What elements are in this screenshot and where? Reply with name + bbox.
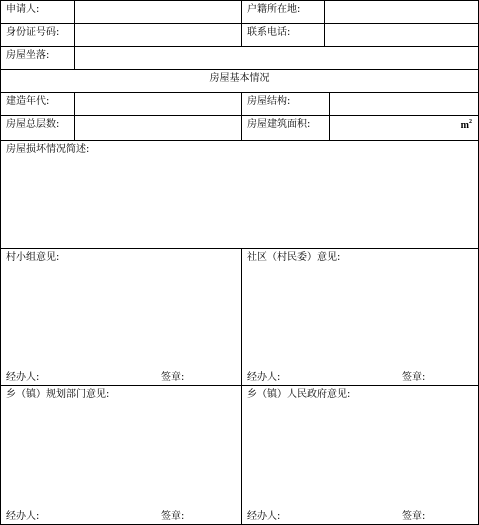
id-number-label: 身份证号码:	[6, 27, 60, 38]
area-label: 房屋建筑面积:	[247, 119, 311, 130]
village-group-seal-label: 签章:	[161, 372, 185, 383]
township-government-seal-label: 签章:	[402, 511, 426, 522]
build-year-label-cell	[0, 92, 75, 116]
build-year-label: 建造年代:	[6, 96, 50, 107]
structure-label: 房屋结构:	[247, 96, 291, 107]
community-seal-label: 签章:	[402, 372, 426, 383]
township-planning-opinion-box[interactable]	[0, 385, 242, 525]
township-planning-opinion-label: 乡（镇）规划部门意见:	[6, 389, 110, 400]
location-field[interactable]	[74, 46, 479, 70]
area-label-cell	[241, 115, 330, 141]
phone-field[interactable]	[324, 23, 479, 47]
location-label: 房屋坐落:	[6, 50, 50, 61]
township-government-opinion-label: 乡（镇）人民政府意见:	[247, 389, 351, 400]
township-government-opinion-box[interactable]	[241, 385, 479, 525]
damage-description-box[interactable]	[0, 140, 479, 249]
id-number-label-cell	[0, 23, 75, 47]
village-group-opinion-label: 村小组意见:	[6, 252, 60, 263]
community-opinion-label: 社区（村民委）意见:	[247, 252, 341, 263]
applicant-name-field[interactable]	[74, 0, 242, 24]
structure-label-cell	[241, 92, 330, 116]
area-unit-exponent: 2	[469, 119, 472, 125]
floors-field[interactable]	[74, 115, 242, 141]
township-planning-handler-label: 经办人:	[6, 511, 40, 522]
area-unit	[461, 119, 472, 133]
damage-description-label: 房屋损坏情况简述:	[6, 144, 90, 155]
section-title: 房屋基本情况	[209, 73, 270, 84]
applicant-name-label: 申请人:	[6, 4, 40, 15]
house-info-section-header	[0, 69, 479, 93]
township-planning-seal-label: 签章:	[161, 511, 185, 522]
build-year-field[interactable]	[74, 92, 242, 116]
phone-label-cell	[241, 23, 325, 47]
floors-label: 房屋总层数:	[6, 119, 60, 130]
village-group-handler-label: 经办人:	[6, 372, 40, 383]
floors-label-cell	[0, 115, 75, 141]
hukou-field[interactable]	[324, 0, 479, 24]
area-unit-base: m	[460, 120, 469, 131]
structure-field[interactable]	[329, 92, 479, 116]
township-government-handler-label: 经办人:	[247, 511, 281, 522]
community-handler-label: 经办人:	[247, 372, 281, 383]
id-number-field[interactable]	[74, 23, 242, 47]
hukou-label-cell	[241, 0, 325, 24]
phone-label: 联系电话:	[247, 27, 291, 38]
applicant-name-label-cell	[0, 0, 75, 24]
hukou-label: 户籍所在地:	[247, 4, 301, 15]
community-opinion-box[interactable]	[241, 248, 479, 386]
area-field[interactable]	[329, 115, 479, 141]
village-group-opinion-box[interactable]	[0, 248, 242, 386]
location-label-cell	[0, 46, 75, 70]
